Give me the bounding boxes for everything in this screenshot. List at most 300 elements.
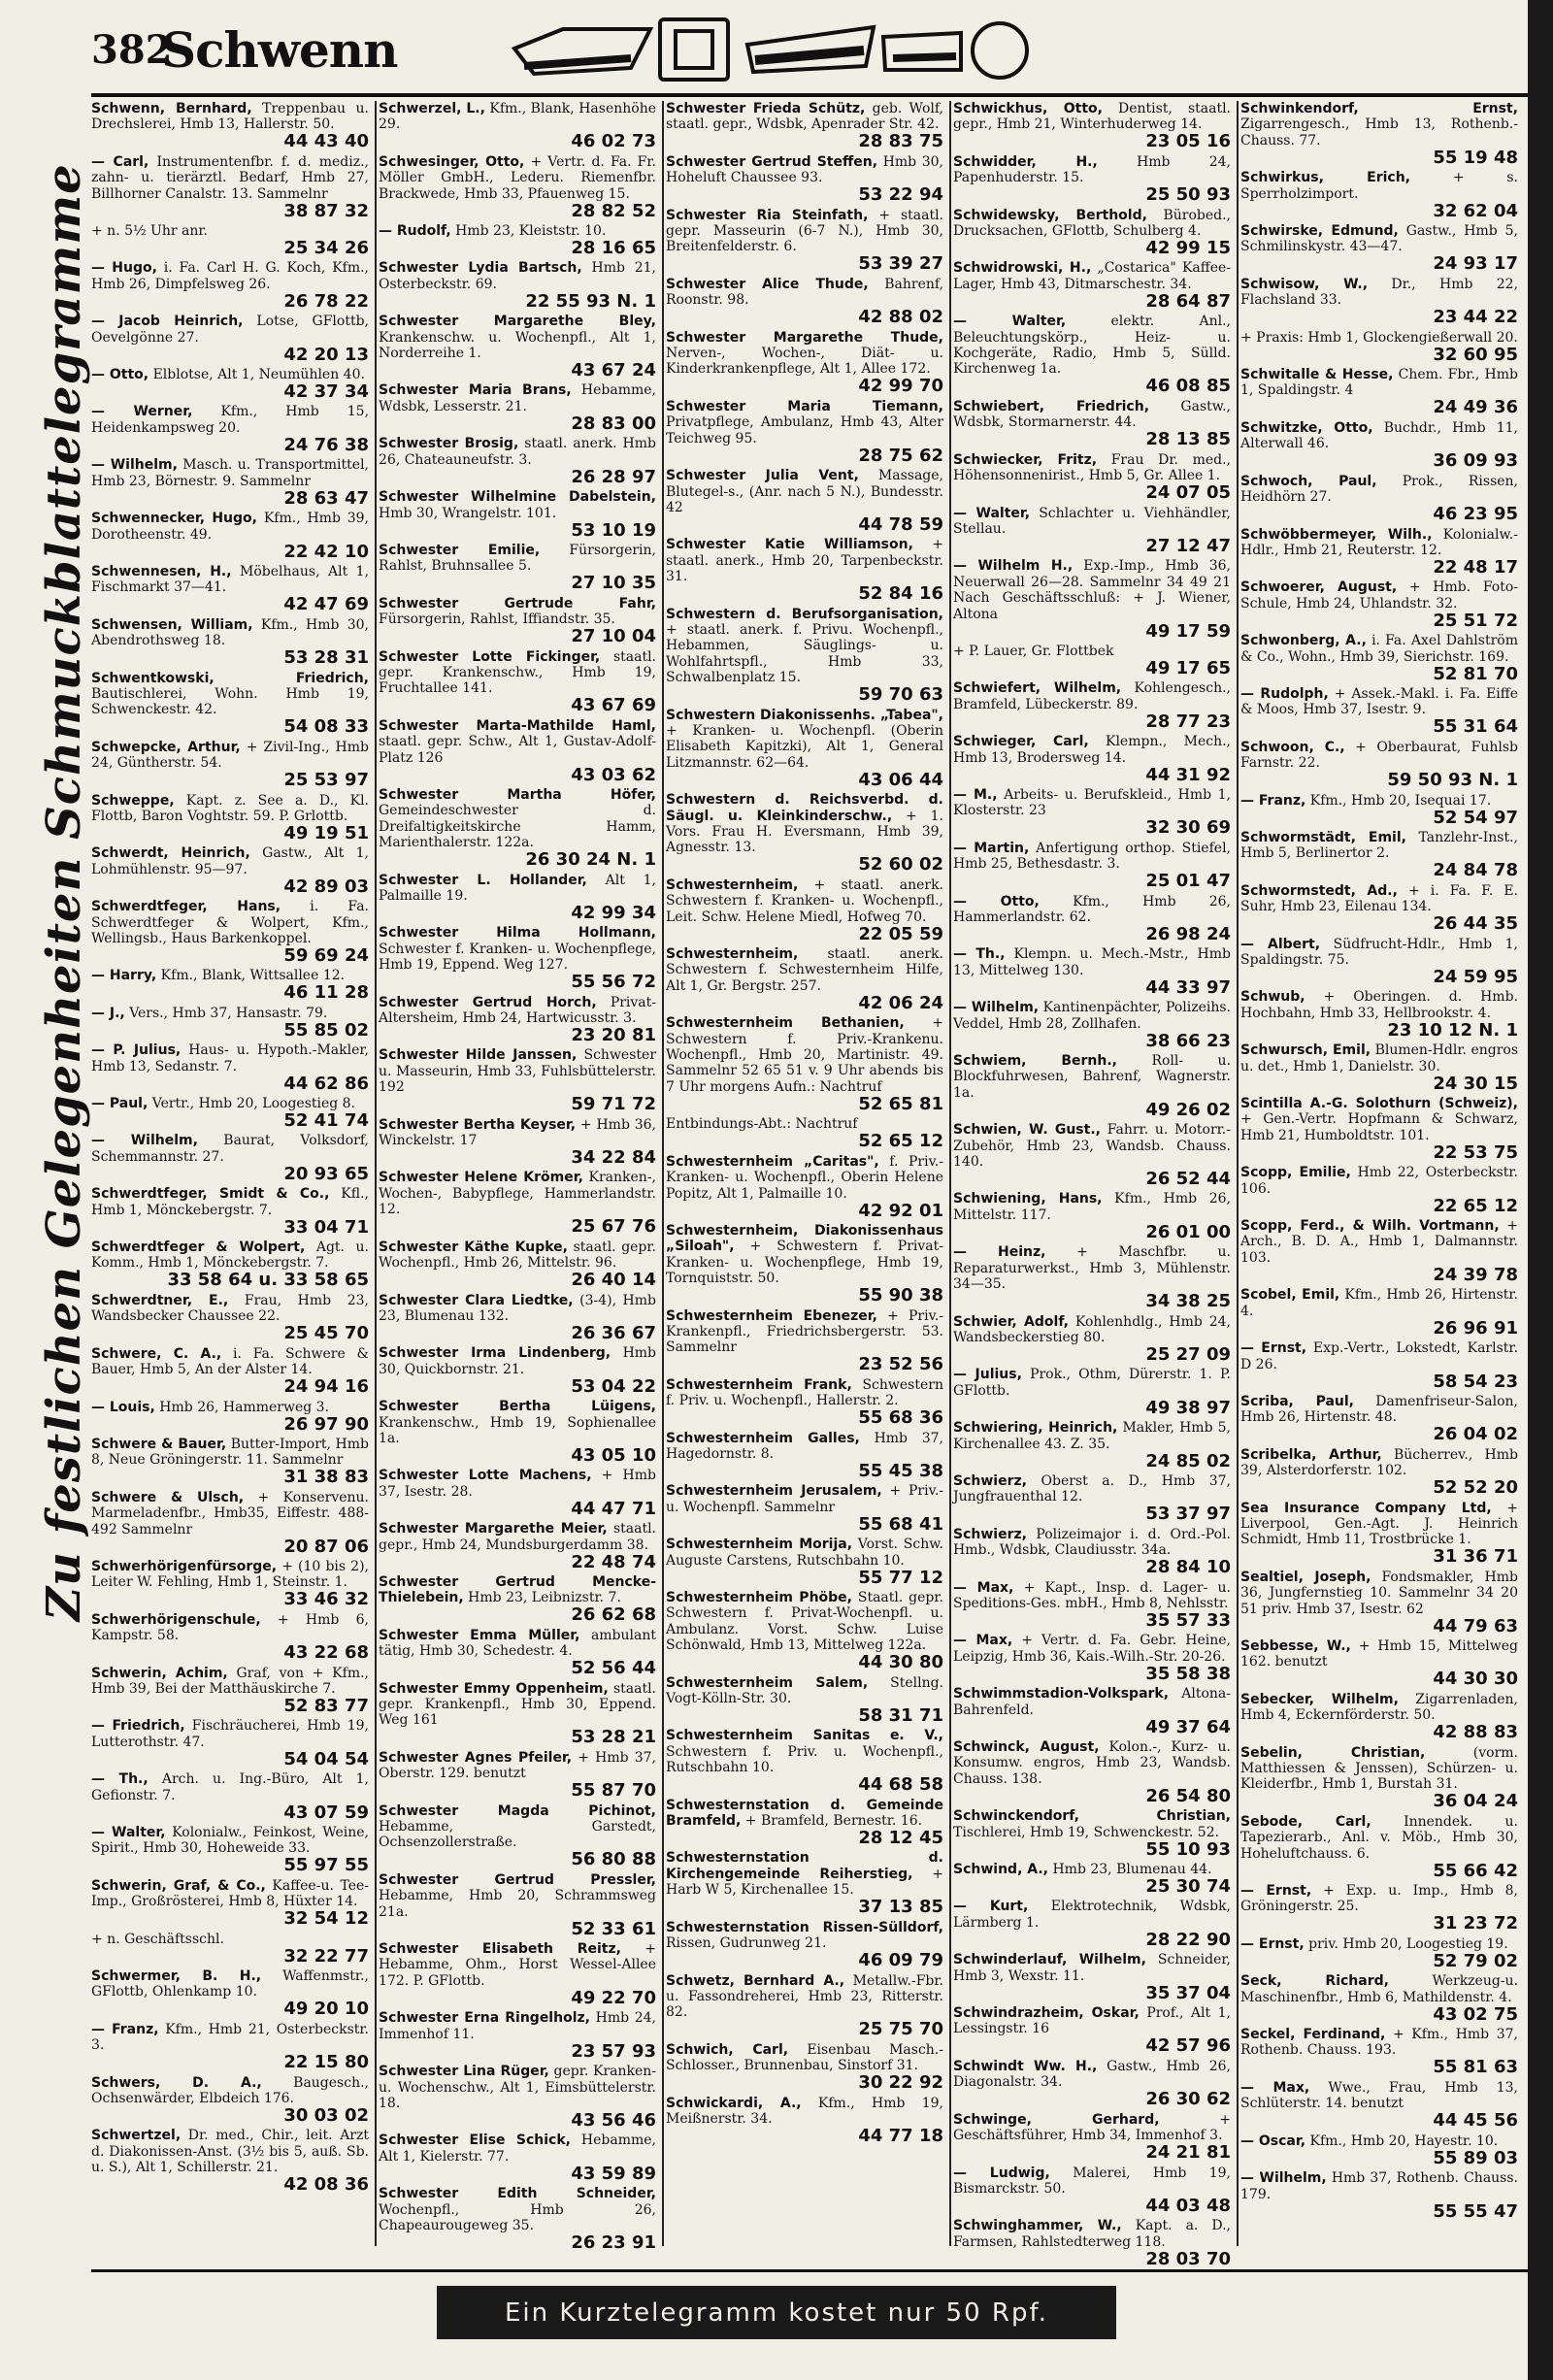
entry-description: Dr. med., Chir., leit. Arzt d. Diakonissen-Anst. (3½ bis 5, auß. Sb. u. S.), Alt 1, Schillerstr. 21. — [91, 2128, 370, 2176]
listing-entry — [666, 468, 943, 533]
entry-description: Hebamme, Alt 1, Kielerstr. 77. — [379, 2132, 657, 2165]
entry-description: staatl. gepr. Krankenschw., Hmb 19, Fruchtallee 141. — [379, 648, 656, 697]
entry-phone: 49 38 97 — [1145, 1397, 1231, 1418]
listing-entry — [1240, 1638, 1518, 1688]
entry-description: + staatl. anerk. Schwestern f. Kranken- u. Wochenpfl., Leit. Schw. Helene Miedl, Hofweg 70. — [666, 876, 943, 925]
listing-entry — [666, 330, 943, 395]
listing-entry — [953, 1000, 1231, 1049]
entry-name: Schwenn, Bernhard, — [91, 101, 252, 116]
entry-name: Schwester Gertrud Mencke-Thielebein, — [379, 1573, 656, 1606]
listing-entry — [91, 1612, 369, 1662]
entry-name: Schwester Magda Pichinot, — [379, 1802, 656, 1819]
entry-phone: 28 84 10 — [1145, 1557, 1231, 1578]
entry-phone: 55 31 64 — [1433, 716, 1518, 738]
entry-name: Sealtiel, Joseph, — [1240, 1569, 1371, 1585]
entry-phone: 25 01 47 — [1145, 871, 1231, 892]
listing-entry — [91, 314, 369, 363]
entry-description: Vers., Hmb 37, Hansastr. 79. — [129, 1005, 328, 1021]
entry-description: Staatl. gepr. Schwestern f. Privat-Wochenpfl. u. Ambulanz. Vorst. Schw. Luise Schönwald, Hmb 13, Mittelweg 122a. — [666, 1590, 943, 1654]
listing-entry — [953, 2059, 1231, 2108]
entry-description: Hmb 22, Osterbeckstr. 106. — [1240, 1165, 1518, 1197]
entry-name: Schwester Margarethe Meier, — [379, 1521, 608, 1537]
entry-description: Kfl., Hmb 1, Mönckebergstr. 7. — [91, 1186, 369, 1218]
entry-phone: 49 17 65 — [1145, 657, 1231, 678]
entry-name: — Th., — [953, 946, 1006, 963]
entry-phone: 25 67 76 — [571, 1216, 656, 1238]
entry-phone: 32 54 12 — [283, 1908, 369, 1930]
entry-name: Schwestern d. Berufsorganisation, — [666, 606, 943, 622]
entry-phone: 24 76 38 — [283, 434, 369, 455]
entry-name: Schwesternheim, Diakonissenhaus „Siloah", — [666, 1222, 943, 1255]
entry-phone: 42 57 96 — [1145, 2035, 1231, 2057]
listing-entry — [1240, 1501, 1518, 1566]
entry-name: Scopp, Emilie, — [1240, 1165, 1351, 1181]
entry-name: Schwesternstation d. Gemeinde Bramfeld, — [666, 1797, 943, 1830]
entry-phone: 26 52 44 — [1145, 1169, 1231, 1190]
entry-phone: 28 03 70 — [1145, 2248, 1231, 2269]
entry-phone: 28 13 85 — [1145, 429, 1231, 450]
listing-entry — [953, 1808, 1231, 1858]
listing-entry — [666, 1850, 944, 1918]
entry-description: elektr. Anl., Beleuchtungskörp., Heiz- u. Kochgeräte, Radio, Hmb 5, Sülld. Kirchenweg 1a. — [953, 314, 1232, 378]
entry-name: Schwere & Ulsch, — [91, 1489, 245, 1505]
entry-phone: 35 57 33 — [1145, 1609, 1231, 1631]
entry-description: Entbindungs-Abt.: Nachtruf — [666, 1116, 858, 1133]
entry-name: Schwesinger, Otto, — [379, 153, 525, 170]
entry-name: Schwiem, Bernh., — [953, 1053, 1117, 1070]
listing-entry — [1240, 1394, 1518, 1443]
entry-name: Schwester L. Hollander, — [379, 872, 587, 888]
entry-phone: 23 52 56 — [858, 1354, 943, 1375]
listing-entry — [1240, 1447, 1518, 1497]
listing-entry — [379, 1628, 656, 1677]
entry-description: Kfm., Hmb 20, Isequai 17. — [1309, 792, 1492, 809]
entry-name: — Carl, — [91, 153, 149, 170]
entry-name: Schwester Alice Thude, — [666, 276, 869, 292]
entry-phone: 42 92 01 — [858, 1200, 943, 1221]
entry-description: Fondsmakler, Hmb 36, Jungfernstieg 10. Sammelnr 34 20 51 priv. Hmb 37, Isestr. 62 — [1240, 1569, 1518, 1617]
entry-phone: 23 57 93 — [571, 2040, 656, 2062]
entry-phone: 25 27 09 — [1145, 1343, 1231, 1365]
entry-phone: 28 83 75 — [858, 131, 943, 152]
entry-description: + Hmb 37, Isestr. 28. — [379, 1468, 656, 1500]
listing-entry — [953, 1899, 1231, 1948]
entry-phone: 24 49 36 — [1433, 397, 1518, 418]
entry-name: Schwester Maria Brans, — [379, 382, 572, 399]
entry-description: Hmb 23, Blumenau 44. — [1052, 1862, 1212, 1878]
entry-description: + Oberingen. d. Hmb. Hochbahn, Hmb 33, Hellbrookstr. 4. — [1240, 989, 1518, 1021]
entry-name: — Walter, — [953, 505, 1031, 521]
entry-description: Gastw., Alt 1, Lohmühlenstr. 95—97. — [91, 845, 369, 877]
listing-entry — [91, 101, 369, 150]
entry-phone: 24 07 05 — [1145, 482, 1231, 504]
entry-phone: 55 89 03 — [1433, 2147, 1518, 2168]
entry-description: (3-4), Hmb 23, Blumenau 132. — [379, 1292, 656, 1324]
listing-entry — [1240, 989, 1518, 1039]
entry-description: Hebamme, Garstedt, Ochsenzollerstraße. — [379, 1819, 656, 1851]
entry-name: Schwester Gertrud Horch, — [379, 994, 597, 1010]
listing-entry — [379, 2010, 656, 2060]
entry-name: Schwierz, — [953, 1472, 1027, 1489]
entry-phone: 46 02 73 — [571, 131, 656, 152]
listing-entry — [1240, 2027, 1518, 2076]
listing-entry — [91, 793, 369, 843]
entry-phone: 42 47 69 — [283, 594, 369, 615]
entry-description: Hmb 24, Papenhuderstr. 15. — [953, 153, 1232, 186]
entry-description: Werkzeug-u. Maschinenfbr., Hmb 6, Mathildenstr. 4. — [1240, 1973, 1519, 2005]
entry-phone: 52 65 12 — [858, 1131, 943, 1152]
entry-description: + Gen.-Vertr. Hopfmann & Schwarz, Hmb 21, Humboldtstr. 101. — [1240, 1111, 1518, 1143]
listing-entry — [953, 1527, 1231, 1576]
listing-entry — [379, 314, 656, 379]
entry-phone: 58 31 71 — [858, 1705, 943, 1727]
column-divider — [949, 101, 951, 2246]
listing-entry — [1240, 883, 1518, 933]
entry-phone: 44 43 40 — [283, 131, 369, 152]
listing-entry — [953, 680, 1231, 730]
page-edge — [1528, 0, 1553, 2380]
listing-entry — [379, 223, 656, 259]
entry-phone: 54 08 33 — [283, 716, 369, 738]
entry-name: Schweppe, — [91, 792, 175, 809]
entry-phone: 42 99 70 — [858, 376, 943, 397]
entry-description: Dentist, staatl. gepr., Hmb 21, Winterhuderweg 14. — [953, 101, 1232, 133]
listing-entry — [379, 1293, 656, 1342]
entry-name: Schwesternstation Rissen-Sülldorf, — [666, 1919, 943, 1935]
entry-name: Schwierz, — [953, 1526, 1027, 1542]
entry-name: Schwinkendorf, Ernst, — [1240, 101, 1518, 116]
entry-phone: 24 30 15 — [1433, 1073, 1518, 1094]
listing-entry — [953, 1739, 1231, 1804]
listing-entry — [91, 404, 369, 453]
entry-phone: 49 20 10 — [283, 1999, 369, 2020]
entry-description: Wwe., Frau, Hmb 13, Schlüterstr. 14. benutzt — [1240, 2079, 1519, 2112]
listing-entry — [379, 2186, 656, 2251]
entry-phone: 24 21 81 — [1145, 2142, 1231, 2164]
entry-description: Baugesch., Ochsenwärder, Elbdeich 176. — [91, 2074, 369, 2107]
entry-description: Dr., Hmb 22, Flachsland 33. — [1240, 276, 1519, 309]
listing-entry — [1240, 2080, 1518, 2130]
entry-phone: 27 10 04 — [571, 626, 656, 647]
listing-entry — [91, 1771, 369, 1821]
listing-entry — [953, 734, 1231, 783]
listing-entry — [953, 894, 1231, 943]
entry-description: Fischräucherei, Hmb 19, Lutterothstr. 47. — [91, 1718, 369, 1750]
entry-name: — Harry, — [91, 968, 157, 984]
listing-columns — [91, 101, 1528, 2269]
entry-phone: 26 30 24 N. 1 — [525, 849, 656, 871]
entry-name: Schwester Elisabeth Reitz, — [379, 1941, 621, 1958]
listing-entry — [1240, 686, 1518, 736]
entry-phone: 31 38 83 — [283, 1467, 369, 1488]
listing-entry — [379, 1170, 656, 1238]
entry-name: Schwier, Adolf, — [953, 1313, 1069, 1330]
entry-name: Schwester Margarethe Thude, — [666, 329, 943, 346]
entry-phone: 26 28 97 — [571, 466, 656, 487]
listing-entry — [666, 2096, 943, 2145]
entry-name: Schwermer, B. H., — [91, 1968, 262, 1985]
entry-description: Hmb 37, Hagedornstr. 8. — [666, 1430, 943, 1462]
entry-phone: 43 67 69 — [571, 695, 656, 716]
entry-description: i. Fa. Schwerdtfeger & Wolpert, Kfm., Wellingsb., Haus Barkenkoppel. — [91, 899, 369, 946]
entry-phone: 52 79 02 — [1433, 1950, 1518, 1971]
entry-description: Südfrucht-Hdlr., Hmb 1, Spaldingstr. 75. — [1240, 936, 1518, 968]
entry-name: Schwinge, Gerhard, — [953, 2111, 1160, 2128]
entry-name: — Max, — [953, 1633, 1013, 1649]
entry-name: Schwester Erna Ringelholz, — [379, 2010, 590, 2027]
listing-entry — [91, 1718, 369, 1768]
entry-phone: 42 08 36 — [283, 2174, 369, 2196]
entry-phone: 42 88 83 — [1433, 1722, 1518, 1743]
entry-phone: 36 04 24 — [1433, 1791, 1518, 1812]
entry-description: Hmb 30, Quickbornstr. 21. — [379, 1345, 657, 1377]
listing-entry — [91, 617, 369, 667]
entry-phone: 42 89 03 — [283, 876, 369, 897]
entry-name: Schwester Lina Rüger, — [379, 2064, 549, 2080]
entry-name: Schwinck, August, — [953, 1739, 1100, 1755]
entry-name: Schwesternheim Sanitas e. V., — [666, 1728, 943, 1744]
entry-description: Lotse, GFlottb, Oevelgönne 27. — [91, 314, 369, 346]
entry-phone: 42 20 13 — [283, 344, 369, 365]
entry-name: Sebode, Carl, — [1240, 1813, 1371, 1830]
entry-name: Schwieger, Carl, — [953, 734, 1089, 750]
listing-entry — [91, 2022, 369, 2071]
entry-description: + P. Lauer, Gr. Flottbek — [953, 643, 1114, 659]
listing-entry — [379, 1345, 656, 1395]
entry-description: Nerven-, Wochen-, Diät- u. Kinderkrankenpflege, Alt 1, Allee 172. — [666, 346, 943, 378]
entry-name: Schwidrowski, H., — [953, 260, 1092, 277]
entry-name: Schwesternheim Jerusalem, — [666, 1483, 882, 1500]
entry-name: Schwerdt, Heinrich, — [91, 845, 250, 862]
entry-phone: 46 09 79 — [858, 1950, 943, 1971]
entry-name: Schwensen, William, — [91, 616, 253, 633]
listing-entry — [91, 2128, 370, 2196]
listing-entry — [666, 946, 943, 1011]
listing-entry — [953, 2112, 1231, 2162]
listing-entry — [91, 845, 369, 895]
entry-phone: 55 10 93 — [1145, 1838, 1231, 1860]
entry-phone: 24 93 17 — [1433, 253, 1518, 275]
listing-entry — [953, 1244, 1231, 1312]
entry-description: Hmb 23, Leibnizstr. 7. — [468, 1590, 621, 1606]
listing-entry — [953, 452, 1231, 502]
entry-phone: 54 04 54 — [283, 1748, 369, 1769]
listing-entry — [91, 1968, 369, 2018]
entry-phone: 55 19 48 — [1433, 147, 1518, 168]
entry-phone: 42 99 15 — [1145, 238, 1231, 259]
entry-phone: 52 84 16 — [858, 583, 943, 605]
entry-phone: 26 78 22 — [283, 290, 369, 312]
listing-entry — [1240, 1096, 1518, 1161]
entry-phone: 43 06 44 — [858, 769, 943, 790]
listing-entry — [953, 101, 1231, 150]
entry-description: Gastw., Hmb 5, Schmilinskystr. 43—47. — [1240, 223, 1518, 255]
listing-entry — [666, 1223, 943, 1305]
listing-entry — [1240, 1883, 1518, 1933]
listing-entry — [91, 1437, 369, 1486]
entry-description: Gastw., Hmb 26, Diagonalstr. 34. — [953, 2058, 1231, 2091]
listing-entry — [379, 260, 656, 310]
entry-name: — Paul, — [91, 1096, 149, 1112]
entry-description: Kfm., Hmb 19, Meißnerstr. 34. — [666, 2095, 943, 2127]
entry-name: — Ernst, — [1240, 1935, 1305, 1952]
entry-name: Schwester Maria Tiemann, — [666, 398, 943, 414]
entry-description: Kolonialw.-Hdlr., Hmb 21, Reuterstr. 12. — [1240, 526, 1518, 558]
listing-entry — [1240, 367, 1518, 416]
entry-phone: 22 65 12 — [1433, 1195, 1518, 1216]
entry-name: Schwerzel, L., — [379, 101, 485, 116]
listing-entry — [1240, 330, 1518, 363]
entry-phone: 28 64 87 — [1145, 290, 1231, 312]
listing-entry — [91, 1490, 369, 1555]
entry-description: Elblotse, Alt 1, Neumühlen 40. — [152, 367, 365, 383]
entry-description: Schneider, Hmb 3, Wexstr. 11. — [953, 1952, 1232, 1984]
listing-entry — [1240, 1287, 1518, 1337]
bottom-rule — [91, 2269, 1528, 2272]
listing-entry — [379, 1681, 656, 1746]
listing-entry — [666, 607, 943, 704]
entry-name: Scriba, Paul, — [1240, 1393, 1354, 1409]
entry-description: + Bramfeld, Bernestr. 16. — [744, 1813, 923, 1830]
listing-entry — [1240, 170, 1518, 219]
entry-description: Bautischlerei, Wohn. Hmb 19, Schwenckestr. 42. — [91, 685, 369, 718]
entry-phone: 42 88 02 — [858, 307, 943, 328]
entry-description: Schwestern f. Priv. u. Wochenpfl., Hallerstr. 2. — [666, 1376, 943, 1409]
entry-phone: 27 10 35 — [571, 573, 656, 594]
entry-description: Exp.-Vertr., Lokstedt, Karlstr. D 26. — [1240, 1340, 1519, 1372]
entry-name: — Wilhelm, — [1240, 2170, 1327, 2187]
entry-name: Schwesternheim Morija, — [666, 1537, 853, 1553]
entry-phone: 25 34 26 — [283, 238, 369, 259]
entry-description: Agt. u. Komm., Hmb 1, Mönckebergstr. 7. — [91, 1240, 369, 1272]
entry-description: Buchdr., Hmb 11, Alterwall 46. — [1240, 419, 1518, 452]
entry-name: Schwester Brosig, — [379, 436, 519, 452]
listing-entry — [666, 2042, 943, 2092]
entry-phone: 44 68 58 — [858, 1774, 943, 1796]
entry-phone: 25 75 70 — [858, 2019, 943, 2040]
listing-entry — [91, 1133, 369, 1182]
entry-name: Seckel, Ferdinand, — [1240, 2027, 1386, 2043]
entry-description: Gastw., Wdsbk, Stormarnerstr. 44. — [953, 398, 1231, 431]
entry-phone: 32 60 95 — [1433, 344, 1518, 365]
entry-name: — Th., — [91, 1771, 149, 1788]
running-head: Schwenn — [161, 21, 398, 79]
entry-name: Schwiering, Heinrich, — [953, 1420, 1118, 1437]
listing-column — [953, 101, 1235, 2269]
listing-entry — [953, 1314, 1231, 1364]
entry-phone: 44 47 71 — [571, 1498, 656, 1519]
entry-description: Kranken-, Wochen-, Babypflege, Hammerlandstr. 12. — [379, 1170, 656, 1218]
listing-entry — [91, 1825, 369, 1874]
entry-name: Schwickardi, A., — [666, 2095, 802, 2111]
listing-entry — [1240, 474, 1518, 523]
entry-name: Schwinckendorf, Christian, — [953, 1808, 1231, 1825]
entry-description: Butter-Import, Hmb 8, Neue Gröningerstr. 11. Sammelnr — [91, 1436, 369, 1469]
entry-name: Schwirske, Edmund, — [1240, 223, 1399, 240]
entry-description: Hmb 23, Kleiststr. 10. — [455, 223, 607, 240]
listing-entry — [379, 1399, 656, 1464]
entry-name: Schwester Wilhelmine Dabelstein, — [379, 489, 656, 506]
entry-phone: 44 79 63 — [1433, 1615, 1518, 1636]
entry-phone: 46 08 85 — [1145, 376, 1231, 397]
listing-entry — [91, 1293, 369, 1342]
entry-phone: 22 05 59 — [858, 923, 943, 944]
listing-entry — [379, 1117, 656, 1167]
entry-name: — Walter, — [953, 314, 1067, 330]
listing-entry — [953, 1420, 1231, 1470]
entry-name: Scopp, Ferd., & Wilh. Vortmann, — [1240, 1218, 1500, 1235]
entry-description: Schwester f. Kranken- u. Wochenpflege, Hmb 19, Eppend. Weg 127. — [379, 941, 656, 974]
entry-description: Kohlenhdlg., Hmb 24, Wandsbeckerstieg 80. — [953, 1313, 1231, 1345]
entry-name: Schwestern Diakonissenhs. „Tabea", — [666, 707, 943, 723]
entry-phone: 23 44 22 — [1433, 307, 1518, 328]
entry-phone: 44 30 30 — [1433, 1669, 1518, 1690]
entry-name: Schwester Margarethe Bley, — [379, 314, 656, 330]
entry-description: + Kapt., Insp. d. Lager- u. Speditions-Ges. mbH., Hmb 8, Nehlsstr. — [953, 1579, 1231, 1611]
entry-name: Schwere & Bauer, — [91, 1436, 227, 1452]
entry-name: — Rudolf, — [379, 223, 451, 240]
entry-phone: 26 96 91 — [1433, 1317, 1518, 1339]
entry-name: Schwester Martha Höfer, — [379, 786, 656, 803]
listing-entry — [91, 1240, 369, 1289]
entry-description: Chem. Fbr., Hmb 1, Spaldingstr. 4 — [1240, 367, 1518, 399]
listing-entry — [1240, 633, 1518, 682]
column-divider — [662, 101, 664, 2246]
entry-name: Schwester Ria Steinfath, — [666, 207, 869, 223]
entry-phone: 42 06 24 — [858, 992, 943, 1013]
entry-description: Tischlerei, Hmb 19, Schwenckestr. 52. — [953, 1824, 1220, 1840]
listing-entry — [1240, 420, 1518, 470]
entry-phone: 44 45 56 — [1433, 2110, 1518, 2132]
entry-phone: 43 56 46 — [571, 2109, 656, 2131]
listing-entry — [666, 1377, 943, 1427]
listing-entry — [379, 489, 656, 539]
entry-name: Schwesternheim, — [666, 876, 799, 893]
entry-phone: 23 10 12 N. 1 — [1387, 1019, 1518, 1041]
entry-name: Schwester Gertrud Steffen, — [666, 153, 878, 170]
entry-phone: 34 22 84 — [571, 1147, 656, 1169]
entry-phone: 42 37 34 — [283, 381, 369, 403]
listing-entry — [1240, 1692, 1518, 1741]
entry-name: — Wilhelm, — [953, 1000, 1040, 1016]
entry-name: — Wilhelm, — [91, 1133, 198, 1149]
listing-entry — [953, 1686, 1231, 1735]
listing-entry — [1240, 1340, 1518, 1390]
entry-name: Schwitzke, Otto, — [1240, 419, 1373, 436]
entry-phone: 55 68 41 — [858, 1513, 943, 1535]
listing-entry — [666, 1973, 943, 2038]
entry-description: + Vertr. d. Fa. Gebr. Heine, Leipzig, Hmb 36, Kais.-Wilh.-Str. 20-26. — [953, 1633, 1232, 1665]
entry-phone: 49 37 64 — [1145, 1716, 1231, 1737]
entry-description: + Hebamme, Ohm., Horst Wessel-Allee 172. P. GFlottb. — [379, 1941, 656, 1989]
entry-phone: 43 03 62 — [571, 764, 656, 785]
listing-entry — [666, 1675, 943, 1725]
entry-description: Anfertigung orthop. Stiefel, Hmb 25, Bethesdastr. 3. — [953, 840, 1231, 873]
entry-name: — Max, — [953, 1579, 1014, 1596]
entry-name: Schwester Julia Vent, — [666, 468, 859, 484]
listing-entry — [379, 1240, 656, 1289]
entry-description: Privatpflege, Ambulanz, Hmb 43, Alter Teichweg 95. — [666, 414, 943, 446]
listing-entry — [91, 1346, 369, 1396]
entry-description: Wochenpfl., Hmb 26, Chapeaurougeweg 35. — [379, 2201, 656, 2233]
entry-description: Kfm., Hmb 20, Hayestr. 10. — [1309, 2132, 1499, 2149]
entry-phone: 26 98 24 — [1145, 924, 1231, 944]
entry-name: Schwesternheim Ebenezer, — [666, 1307, 877, 1324]
entry-description: + Schwestern f. Privat- Kranken- u. Wochenpflege, Hmb 19, Tornquiststr. 50. — [666, 1239, 944, 1287]
listing-entry — [379, 1468, 656, 1517]
entry-name: — Albert, — [1240, 936, 1321, 952]
entry-phone: 53 37 97 — [1145, 1504, 1231, 1525]
